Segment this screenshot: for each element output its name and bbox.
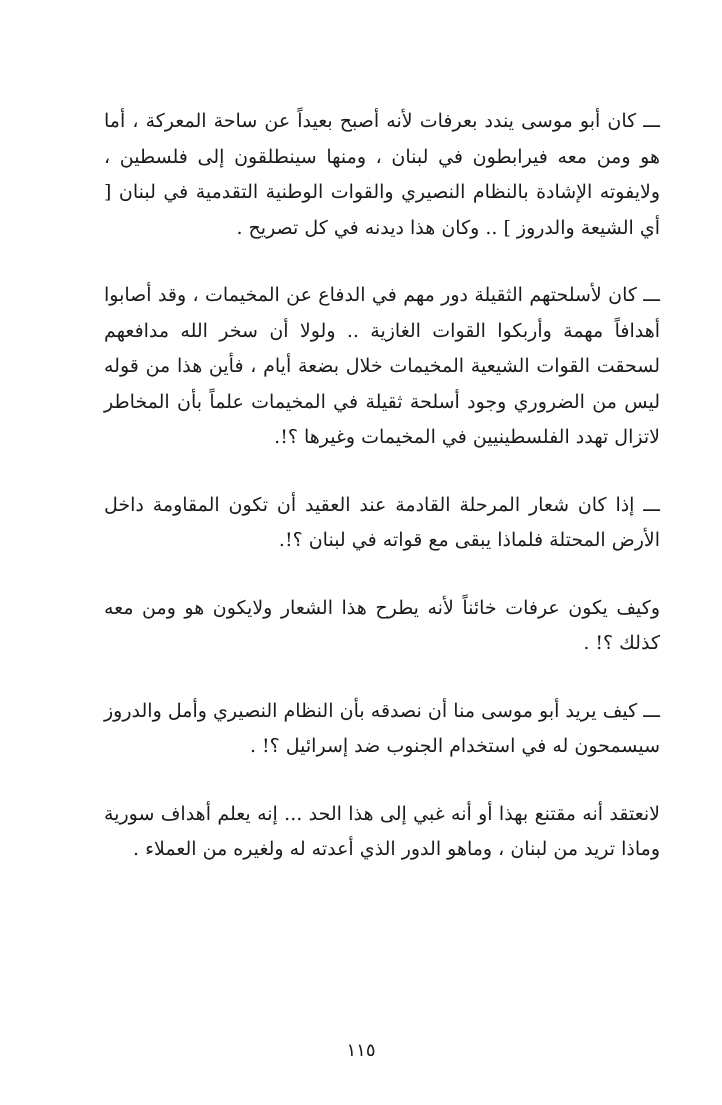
paragraph-1: ـــ كان أبو موسى يندد بعرفات لأنه أصبح بعيداً عن ساحة المعركة ، أما هو ومن معه فيرابطون في لبنان ، ومنها سينطلقون إلى فلسطين ، ولايفوته الإشادة بالنظام النصيري والقوات الوطنية التقدمية في لبنان [ أي الشيعة والدروز ] .. وكان هذا ديدنه في كل تصريح . [104,110,660,239]
body-text [104,104,660,900]
paragraph-2: ـــ كان لأسلحتهم الثقيلة دور مهم في الدفاع عن المخيمات ، وقد أصابوا أهدافاً مهمة وأربكوا القوات الغازية .. ولولا أن سخر الله مدافعهم لسحقت القوات الشيعية المخيمات خلال بضعة أيام ، فأين هذا من قوله ليس من الضروري وجود أسلحة ثقيلة في المخيمات علماً بأن المخاطر لاتزال تهدد الفلسطينيين في المخيمات وغيرها ؟!. [104,284,660,448]
page-number: ١١٥ [346,1040,376,1061]
paragraph-5: ـــ كيف يريد أبو موسى منا أن نصدقه بأن النظام النصيري وأمل والدروز سيسمحون له في استخدام الجنوب ضد إسرائيل ؟! . [104,699,660,757]
paragraph-6: لانعتقد أنه مقتنع بهذا أو أنه غبي إلى هذا الحد ... إنه يعلم أهداف سورية وماذا تريد من لبنان ، وماهو الدور الذي أعدته له ولغيره من العملاء . [104,802,660,860]
paragraph-3: ـــ إذا كان شعار المرحلة القادمة عند العقيد أن تكون المقاومة داخل الأرض المحتلة فلماذا يبقى مع قواته في لبنان ؟!. [104,493,660,551]
paragraph-4: وكيف يكون عرفات خائناً لأنه يطرح هذا الشعار ولايكون هو ومن معه كذلك ؟! . [104,596,660,654]
